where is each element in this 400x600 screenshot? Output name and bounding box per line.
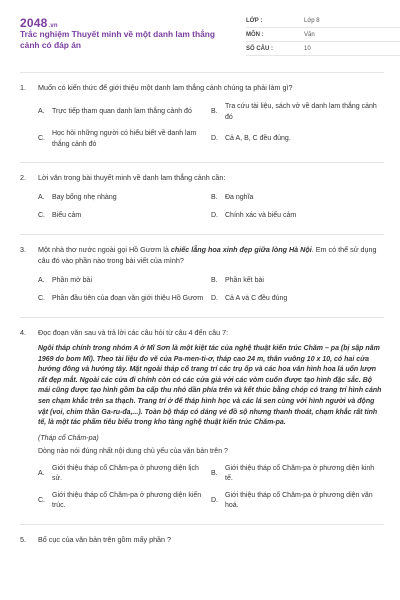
option-letter: C.: [38, 135, 45, 143]
options: [20, 272, 384, 308]
option-text: Đa nghĩa: [225, 193, 254, 201]
option-text: Học hỏi những người có hiểu biết về danh lam thắng cảnh đó: [52, 130, 197, 148]
logo-suffix: .vn: [48, 23, 58, 29]
option-text: Phần đầu tiên của đoạn văn giới thiệu Hồ Gươm: [52, 294, 204, 302]
question-prompt-end: . Em có thể sử dụng câu đó vào phần nào trong bài viết của mình?: [38, 245, 377, 265]
option-b[interactable]: [211, 464, 384, 485]
meta-key: LỚP :: [246, 18, 263, 24]
question-prompt: Đọc đoạn văn sau và trả lời các câu hỏi từ câu 4 đến câu 7:: [38, 328, 229, 337]
option-b[interactable]: [211, 192, 384, 204]
question-number: 2.: [20, 173, 26, 182]
option-c[interactable]: [38, 129, 211, 150]
option-d[interactable]: [211, 129, 384, 150]
question-prompt: Bố cục của văn bản trên gồm mấy phần ?: [38, 534, 172, 544]
option-letter: D.: [211, 294, 218, 302]
option-letter: B.: [211, 276, 218, 284]
logo-text: 2048: [20, 16, 48, 30]
option-d[interactable]: [211, 491, 384, 512]
option-letter: D.: [211, 211, 218, 219]
question-prompt: Muốn có kiến thức để giới thiệu một danh lam thắng cảnh chúng ta phải làm gì?: [38, 83, 293, 92]
question-text: [20, 244, 384, 266]
option-a[interactable]: [38, 102, 211, 123]
option-letter: A.: [38, 108, 45, 116]
option-a[interactable]: [38, 275, 211, 287]
option-text: Giới thiệu tháp cổ Chăm-pa ở phương diện lịch sử.: [52, 464, 199, 483]
site-logo[interactable]: [20, 16, 58, 30]
meta-value: Văn: [304, 32, 315, 38]
question-4: [20, 318, 384, 524]
option-a[interactable]: [38, 464, 211, 485]
reading-passage: Ngôi tháp chính trong nhóm A ở Mĩ Sơn là một kiệt tác của nghệ thuật kiến trúc Chăm – pa (bị sập năm 1969 do bom Mĩ). Theo tài liệu đo vẽ của Pa-men-ti-ơ, tháp cao 24 m, thân vuông 10 x 10, có hai cửa hướng đông và hướng tây. Mặt ngoài tháp cổ trang trí các trụ ốp và các hoa văn hình hoa lá uốn lượn rất đẹp mắt. Ngoài các cửa đi chính còn có các cửa giả với các vòm cuốn được tạo hình đặc sắc. Bộ mái cũng được tạo hình gồm ba cấp thu nhỏ dần phía trên và kết thúc bằng chóp có trang trí hình cánh sen chạm khắc trên sa thạch. Trang trí ở đế tháp hình học và các lá sen cùng với hình người và động vật (voi, chim thần Ga-ru-đa,...). Toàn bộ tháp có dáng vẻ đồ sộ nhưng thanh thoát, chạm khắc rất tinh tế, là một tác phẩm tiêu biểu trong kho tàng nghệ thuật kiến trúc Chăm-pa.: [38, 345, 382, 427]
question-prompt-start: Một nhà thơ nước ngoài gọi Hồ Gươm là: [38, 245, 171, 254]
option-letter: D.: [211, 135, 218, 143]
option-text: Tra cứu tài liệu, sách vở về danh lam thắng cảnh đó: [225, 103, 377, 121]
option-letter: B.: [211, 108, 218, 116]
question-5: [20, 525, 384, 554]
question-number: 3.: [20, 245, 26, 254]
meta-value: 10: [304, 46, 311, 52]
meta-key: SỐ CÂU :: [246, 46, 273, 52]
question-2: [20, 163, 384, 234]
option-text: Trực tiếp tham quan danh lam thắng cảnh đó: [52, 108, 192, 116]
option-letter: B.: [211, 470, 218, 477]
option-b[interactable]: [211, 102, 384, 123]
option-c[interactable]: [38, 210, 211, 222]
option-c[interactable]: [38, 293, 211, 305]
question-list: [20, 72, 384, 554]
option-a[interactable]: [38, 192, 211, 204]
question-text: [20, 534, 384, 545]
option-text: Giới thiệu tháp cổ Chăm-pa ở phương diện văn hoá.: [225, 491, 373, 510]
option-text: Phần kết bài: [225, 276, 264, 284]
question-text: [20, 327, 384, 338]
option-letter: B.: [211, 193, 218, 201]
question-3: [20, 235, 384, 317]
option-c[interactable]: [38, 491, 211, 512]
question-number: 4.: [20, 328, 26, 337]
question-text: [20, 82, 384, 93]
option-text: Cả A, B, C đều đúng.: [225, 135, 291, 143]
option-text: Chính xác và biểu cảm: [225, 211, 297, 219]
meta-row-subject: [246, 28, 400, 42]
question-quote: chiếc lẵng hoa xinh đẹp giữa lòng Hà Nội: [170, 245, 312, 254]
option-letter: C.: [38, 294, 45, 302]
page-title: Trắc nghiệm Thuyết minh về một danh lam thắng cảnh có đáp án: [20, 29, 215, 50]
options: [20, 189, 384, 225]
option-letter: C.: [38, 497, 45, 504]
meta-value: Lớp 8: [304, 18, 320, 24]
options: [20, 461, 384, 515]
option-d[interactable]: [211, 210, 384, 222]
question-1: [20, 73, 384, 162]
sub-question: Dòng nào nói đúng nhất nội dung chủ yếu của văn bản trên ?: [38, 447, 228, 455]
option-b[interactable]: [211, 275, 384, 287]
option-text: Giới thiệu tháp cổ Chăm-pa ở phương diện kinh tế.: [225, 464, 375, 483]
option-text: Biểu cảm: [52, 211, 82, 219]
option-letter: A.: [38, 470, 45, 477]
option-text: Giới thiệu tháp cổ Chăm-pa ở phương diện kiến trúc.: [52, 491, 202, 510]
option-text: Phần mở bài: [52, 276, 93, 284]
option-letter: A.: [38, 276, 45, 284]
option-letter: D.: [211, 497, 218, 504]
question-number: 5.: [20, 534, 26, 544]
option-letter: C.: [38, 211, 45, 219]
passage-source: (Tháp cổ Chăm-pa): [38, 434, 99, 442]
meta-info: [246, 14, 400, 56]
meta-row-count: [246, 42, 400, 56]
option-text: Bay bổng nhẹ nhàng: [52, 193, 117, 201]
option-text: Cả A và C đều đúng: [225, 294, 288, 302]
question-text: [20, 172, 384, 183]
question-prompt: Lời văn trong bài thuyết minh về danh lam thắng cảnh cần:: [38, 173, 226, 182]
meta-row-class: [246, 14, 400, 28]
options: [20, 99, 384, 153]
meta-key: MÔN :: [246, 32, 264, 38]
option-d[interactable]: [211, 293, 384, 305]
question-number: 1.: [20, 83, 26, 92]
page-header: [20, 14, 384, 60]
option-letter: A.: [38, 193, 45, 201]
